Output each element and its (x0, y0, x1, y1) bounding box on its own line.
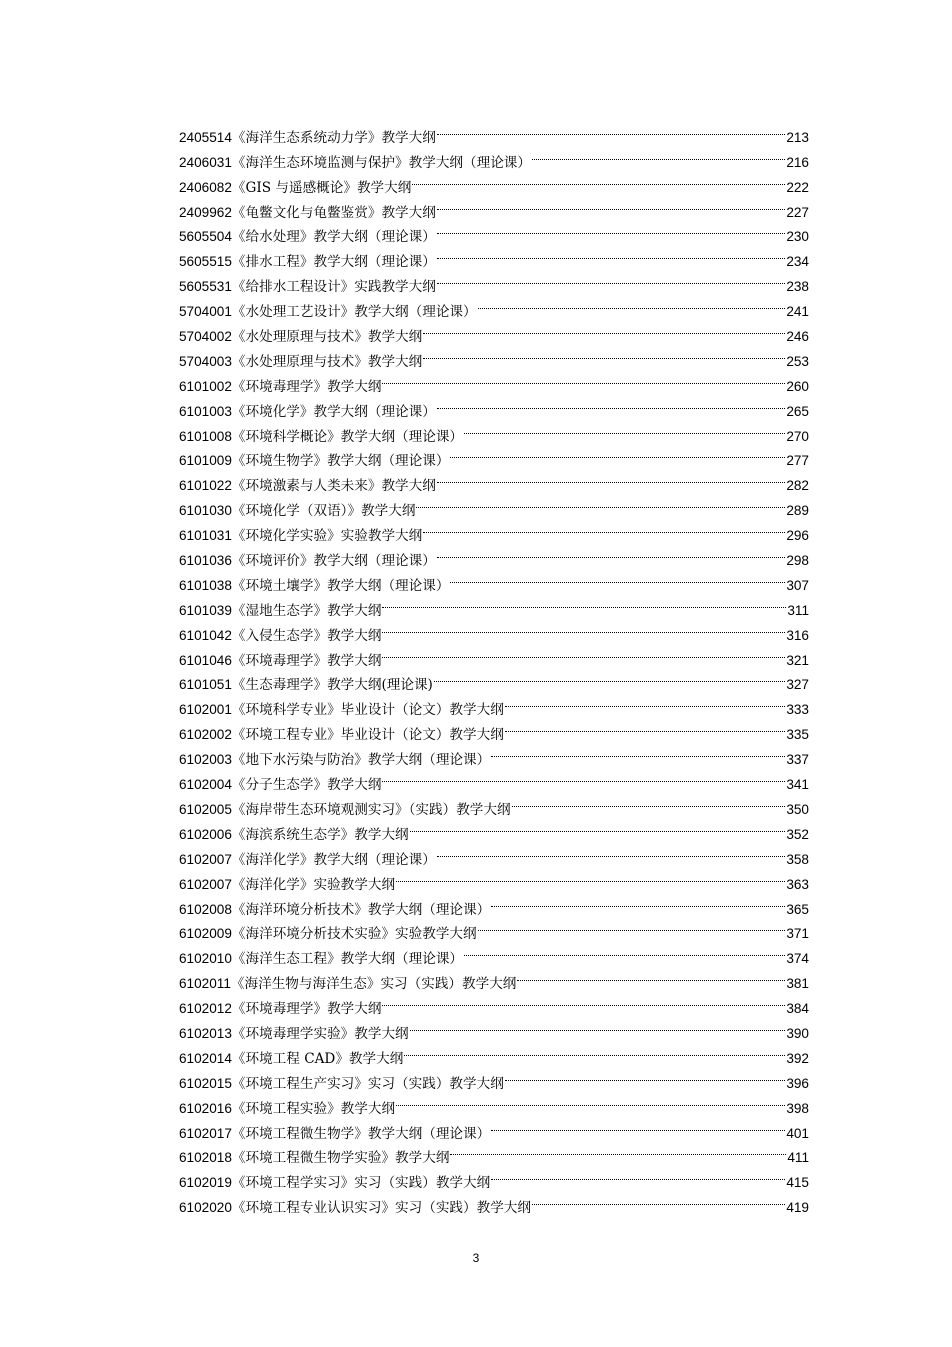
syllabus-title: 《水处理原理与技术》教学大纲 (231, 353, 423, 370)
page-ref: 270 (786, 428, 809, 444)
syllabus-title: 《环境毒理学》教学大纲 (231, 652, 382, 669)
syllabus-title: 《海洋生态环境监测与保护》教学大纲（理论课） (231, 154, 531, 171)
course-code: 2409962 (179, 204, 232, 220)
dot-leader (437, 192, 785, 217)
course-code: 6101046 (179, 652, 232, 668)
course-code: 6102006 (179, 826, 232, 842)
syllabus-title: 《环境工程微生物学实验》教学大纲 (231, 1150, 450, 1167)
course-code: 6101051 (179, 677, 232, 693)
dot-leader (450, 565, 785, 590)
syllabus-title: 《入侵生态学》教学大纲 (231, 627, 382, 644)
page-ref: 265 (786, 403, 809, 419)
syllabus-title: 《环境科学专业》毕业设计（论文）教学大纲 (231, 702, 504, 719)
page-ref: 390 (786, 1025, 809, 1041)
table-of-contents (179, 117, 809, 1217)
syllabus-title: 《环境毒理学实验》教学大纲 (231, 1025, 409, 1042)
page-ref: 335 (786, 727, 809, 743)
course-code: 6101009 (179, 453, 232, 469)
syllabus-title: 《海洋化学》教学大纲（理论课） (231, 851, 436, 868)
dot-leader (382, 764, 785, 789)
page-ref: 307 (786, 577, 809, 593)
page-ref: 396 (786, 1075, 809, 1091)
dot-leader (437, 465, 785, 490)
syllabus-title: 《环境化学》教学大纲（理论课） (231, 403, 436, 420)
syllabus-title: 《环境土壤学》教学大纲（理论课） (231, 577, 450, 594)
dot-leader (512, 789, 786, 814)
course-code: 6102008 (179, 901, 232, 917)
syllabus-title: 《水处理原理与技术》教学大纲 (231, 329, 423, 346)
syllabus-title: 《环境工程学实习》实习（实践）教学大纲 (231, 1175, 491, 1192)
dot-leader (464, 938, 785, 963)
dot-leader (396, 1088, 785, 1113)
page-ref: 298 (786, 553, 809, 569)
dot-leader (382, 988, 785, 1013)
course-code: 6102012 (179, 1001, 232, 1017)
syllabus-title: 《给排水工程设计》实践教学大纲 (231, 279, 436, 296)
dot-leader (437, 540, 785, 565)
dot-leader (532, 142, 785, 167)
syllabus-title: 《海洋生态系统动力学》教学大纲 (231, 129, 436, 146)
page-ref: 296 (786, 528, 809, 544)
dot-leader (434, 665, 785, 690)
course-code: 6102005 (179, 801, 232, 817)
page-ref: 419 (786, 1200, 809, 1216)
dot-leader (478, 291, 786, 316)
dot-leader (491, 1162, 785, 1187)
dot-leader (437, 391, 785, 416)
dot-leader (382, 640, 785, 665)
course-code: 6102009 (179, 926, 232, 942)
course-code: 6102020 (179, 1200, 232, 1216)
dot-leader (505, 689, 786, 714)
page-ref: 374 (786, 951, 809, 967)
page-ref: 289 (786, 503, 809, 519)
page-ref: 365 (786, 901, 809, 917)
course-code: 6102011 (179, 976, 231, 992)
page-ref: 350 (786, 801, 809, 817)
dot-leader (491, 739, 785, 764)
syllabus-title: 《生态毒理学》教学大纲(理论课) (231, 677, 433, 694)
syllabus-title: 《环境工程专业》毕业设计（论文）教学大纲 (231, 727, 504, 744)
dot-leader (416, 490, 785, 515)
course-code: 6102019 (179, 1175, 232, 1191)
page-ref: 222 (786, 179, 809, 195)
dot-leader (396, 864, 785, 889)
syllabus-title: 《环境工程实验》教学大纲 (231, 1100, 396, 1117)
syllabus-title: 《环境工程生产实习》实习（实践）教学大纲 (231, 1075, 504, 1092)
syllabus-title: 《水处理工艺设计》教学大纲（理论课） (231, 304, 477, 321)
page-ref: 260 (786, 378, 809, 394)
page-ref: 311 (787, 602, 809, 618)
course-code: 2406082 (179, 179, 232, 195)
syllabus-title: 《分子生态学》教学大纲 (231, 777, 382, 794)
syllabus-title: 《环境评价》教学大纲（理论课） (231, 553, 436, 570)
course-code: 6102014 (179, 1050, 232, 1066)
dot-leader (450, 441, 785, 466)
course-code: 5605531 (179, 279, 232, 295)
dot-leader (423, 515, 785, 540)
course-code: 6101003 (179, 403, 232, 419)
course-code: 5704003 (179, 353, 232, 369)
toc-entry[interactable] (179, 117, 809, 146)
syllabus-title: 《环境工程微生物学》教学大纲（理论课） (231, 1125, 491, 1142)
course-code: 5704001 (179, 304, 232, 320)
page-ref: 401 (786, 1125, 809, 1141)
dot-leader (412, 167, 785, 192)
course-code: 6102016 (179, 1100, 232, 1116)
syllabus-title: 《地下水污染与防治》教学大纲（理论课） (231, 752, 491, 769)
dot-leader (450, 1138, 786, 1163)
page-ref: 316 (786, 627, 809, 643)
syllabus-title: 《海滨系统生态学》教学大纲 (231, 826, 409, 843)
page-ref: 411 (787, 1150, 809, 1166)
dot-leader (491, 889, 785, 914)
course-code: 6101039 (179, 602, 232, 618)
page-ref: 277 (786, 453, 809, 469)
dot-leader (423, 341, 785, 366)
syllabus-title: 《湿地生态学》教学大纲 (231, 602, 382, 619)
page-ref: 384 (786, 1001, 809, 1017)
page-ref: 234 (786, 254, 809, 270)
syllabus-title: 《海岸带生态环境观测实习》（实践）教学大纲 (231, 801, 511, 818)
dot-leader (437, 839, 785, 864)
page-ref: 321 (786, 652, 809, 668)
course-code: 6102003 (179, 752, 232, 768)
dot-leader (437, 217, 785, 242)
dot-leader (464, 416, 785, 441)
dot-leader (505, 714, 786, 739)
course-code: 6101038 (179, 577, 232, 593)
dot-leader (410, 1013, 786, 1038)
syllabus-title: 《环境工程 CAD》教学大纲 (231, 1050, 404, 1067)
dot-leader (410, 814, 786, 839)
dot-leader (382, 615, 785, 640)
dot-leader (505, 1063, 786, 1088)
dot-leader (404, 1038, 785, 1063)
syllabus-title: 《龟鳖文化与龟鳖鉴赏》教学大纲 (231, 204, 436, 221)
dot-leader (382, 366, 785, 391)
course-code: 6102017 (179, 1125, 232, 1141)
syllabus-title: 《海洋化学》实验教学大纲 (231, 876, 396, 893)
course-code: 6101031 (179, 528, 232, 544)
page-ref: 216 (786, 154, 809, 170)
page-ref: 371 (786, 926, 809, 942)
page-ref: 253 (786, 353, 809, 369)
syllabus-title: 《环境激素与人类未来》教学大纲 (231, 478, 436, 495)
page-number: 3 (472, 1251, 480, 1265)
syllabus-title: 《环境毒理学》教学大纲 (231, 1001, 382, 1018)
dot-leader (437, 241, 785, 266)
syllabus-title: 《环境生物学》教学大纲（理论课） (231, 453, 450, 470)
dot-leader (478, 914, 786, 939)
course-code: 6101022 (179, 478, 232, 494)
course-code: 5605504 (179, 229, 232, 245)
dot-leader (491, 1113, 785, 1138)
course-code: 6102007 (179, 851, 232, 867)
course-code: 6102013 (179, 1025, 232, 1041)
syllabus-title: 《海洋生态工程》教学大纲（理论课） (231, 951, 464, 968)
syllabus-title: 《排水工程》教学大纲（理论课） (231, 254, 436, 271)
page-ref: 230 (786, 229, 809, 245)
course-code: 6102015 (179, 1075, 232, 1091)
page-ref: 363 (786, 876, 809, 892)
course-code: 5605515 (179, 254, 232, 270)
page-ref: 358 (786, 851, 809, 867)
dot-leader (437, 117, 785, 142)
syllabus-title: 《环境科学概论》教学大纲（理论课） (231, 428, 464, 445)
page-ref: 213 (786, 129, 809, 145)
course-code: 6101030 (179, 503, 232, 519)
page-ref: 381 (786, 976, 809, 992)
course-code: 6101008 (179, 428, 232, 444)
dot-leader (517, 963, 785, 988)
page-ref: 415 (786, 1175, 809, 1191)
page-ref: 241 (786, 304, 809, 320)
syllabus-title: 《海洋生物与海洋生态》实习（实践）教学大纲 (230, 976, 517, 993)
syllabus-title: 《环境工程专业认识实习》实习（实践）教学大纲 (231, 1200, 531, 1217)
page-ref: 238 (786, 279, 809, 295)
page-ref: 398 (786, 1100, 809, 1116)
page-ref: 246 (786, 329, 809, 345)
dot-leader (532, 1187, 785, 1212)
course-code: 6101002 (179, 378, 232, 394)
page-ref: 333 (786, 702, 809, 718)
course-code: 2405514 (179, 129, 232, 145)
course-code: 6102004 (179, 777, 232, 793)
syllabus-title: 《环境化学实验》实验教学大纲 (231, 528, 423, 545)
dot-leader (382, 590, 786, 615)
page-ref: 327 (786, 677, 809, 693)
page-ref: 341 (786, 777, 809, 793)
syllabus-title: 《海洋环境分析技术实验》实验教学大纲 (231, 926, 477, 943)
page-ref: 392 (786, 1050, 809, 1066)
course-code: 6102007 (179, 876, 232, 892)
course-code: 6101036 (179, 553, 232, 569)
page-ref: 337 (786, 752, 809, 768)
syllabus-title: 《环境化学（双语）》教学大纲 (231, 503, 416, 520)
syllabus-title: 《给水处理》教学大纲（理论课） (231, 229, 436, 246)
course-code: 6102002 (179, 727, 232, 743)
course-code: 6101042 (179, 627, 232, 643)
page-ref: 282 (786, 478, 809, 494)
page-ref: 227 (786, 204, 809, 220)
course-code: 6102018 (179, 1150, 232, 1166)
course-code: 5704002 (179, 329, 232, 345)
course-code: 6102001 (179, 702, 232, 718)
page-ref: 352 (786, 826, 809, 842)
course-code: 2406031 (179, 154, 232, 170)
syllabus-title: 《GIS 与遥感概论》教学大纲 (231, 179, 412, 196)
syllabus-title: 《海洋环境分析技术》教学大纲（理论课） (231, 901, 491, 918)
course-code: 6102010 (179, 951, 232, 967)
syllabus-title: 《环境毒理学》教学大纲 (231, 378, 382, 395)
dot-leader (423, 316, 785, 341)
dot-leader (437, 266, 785, 291)
